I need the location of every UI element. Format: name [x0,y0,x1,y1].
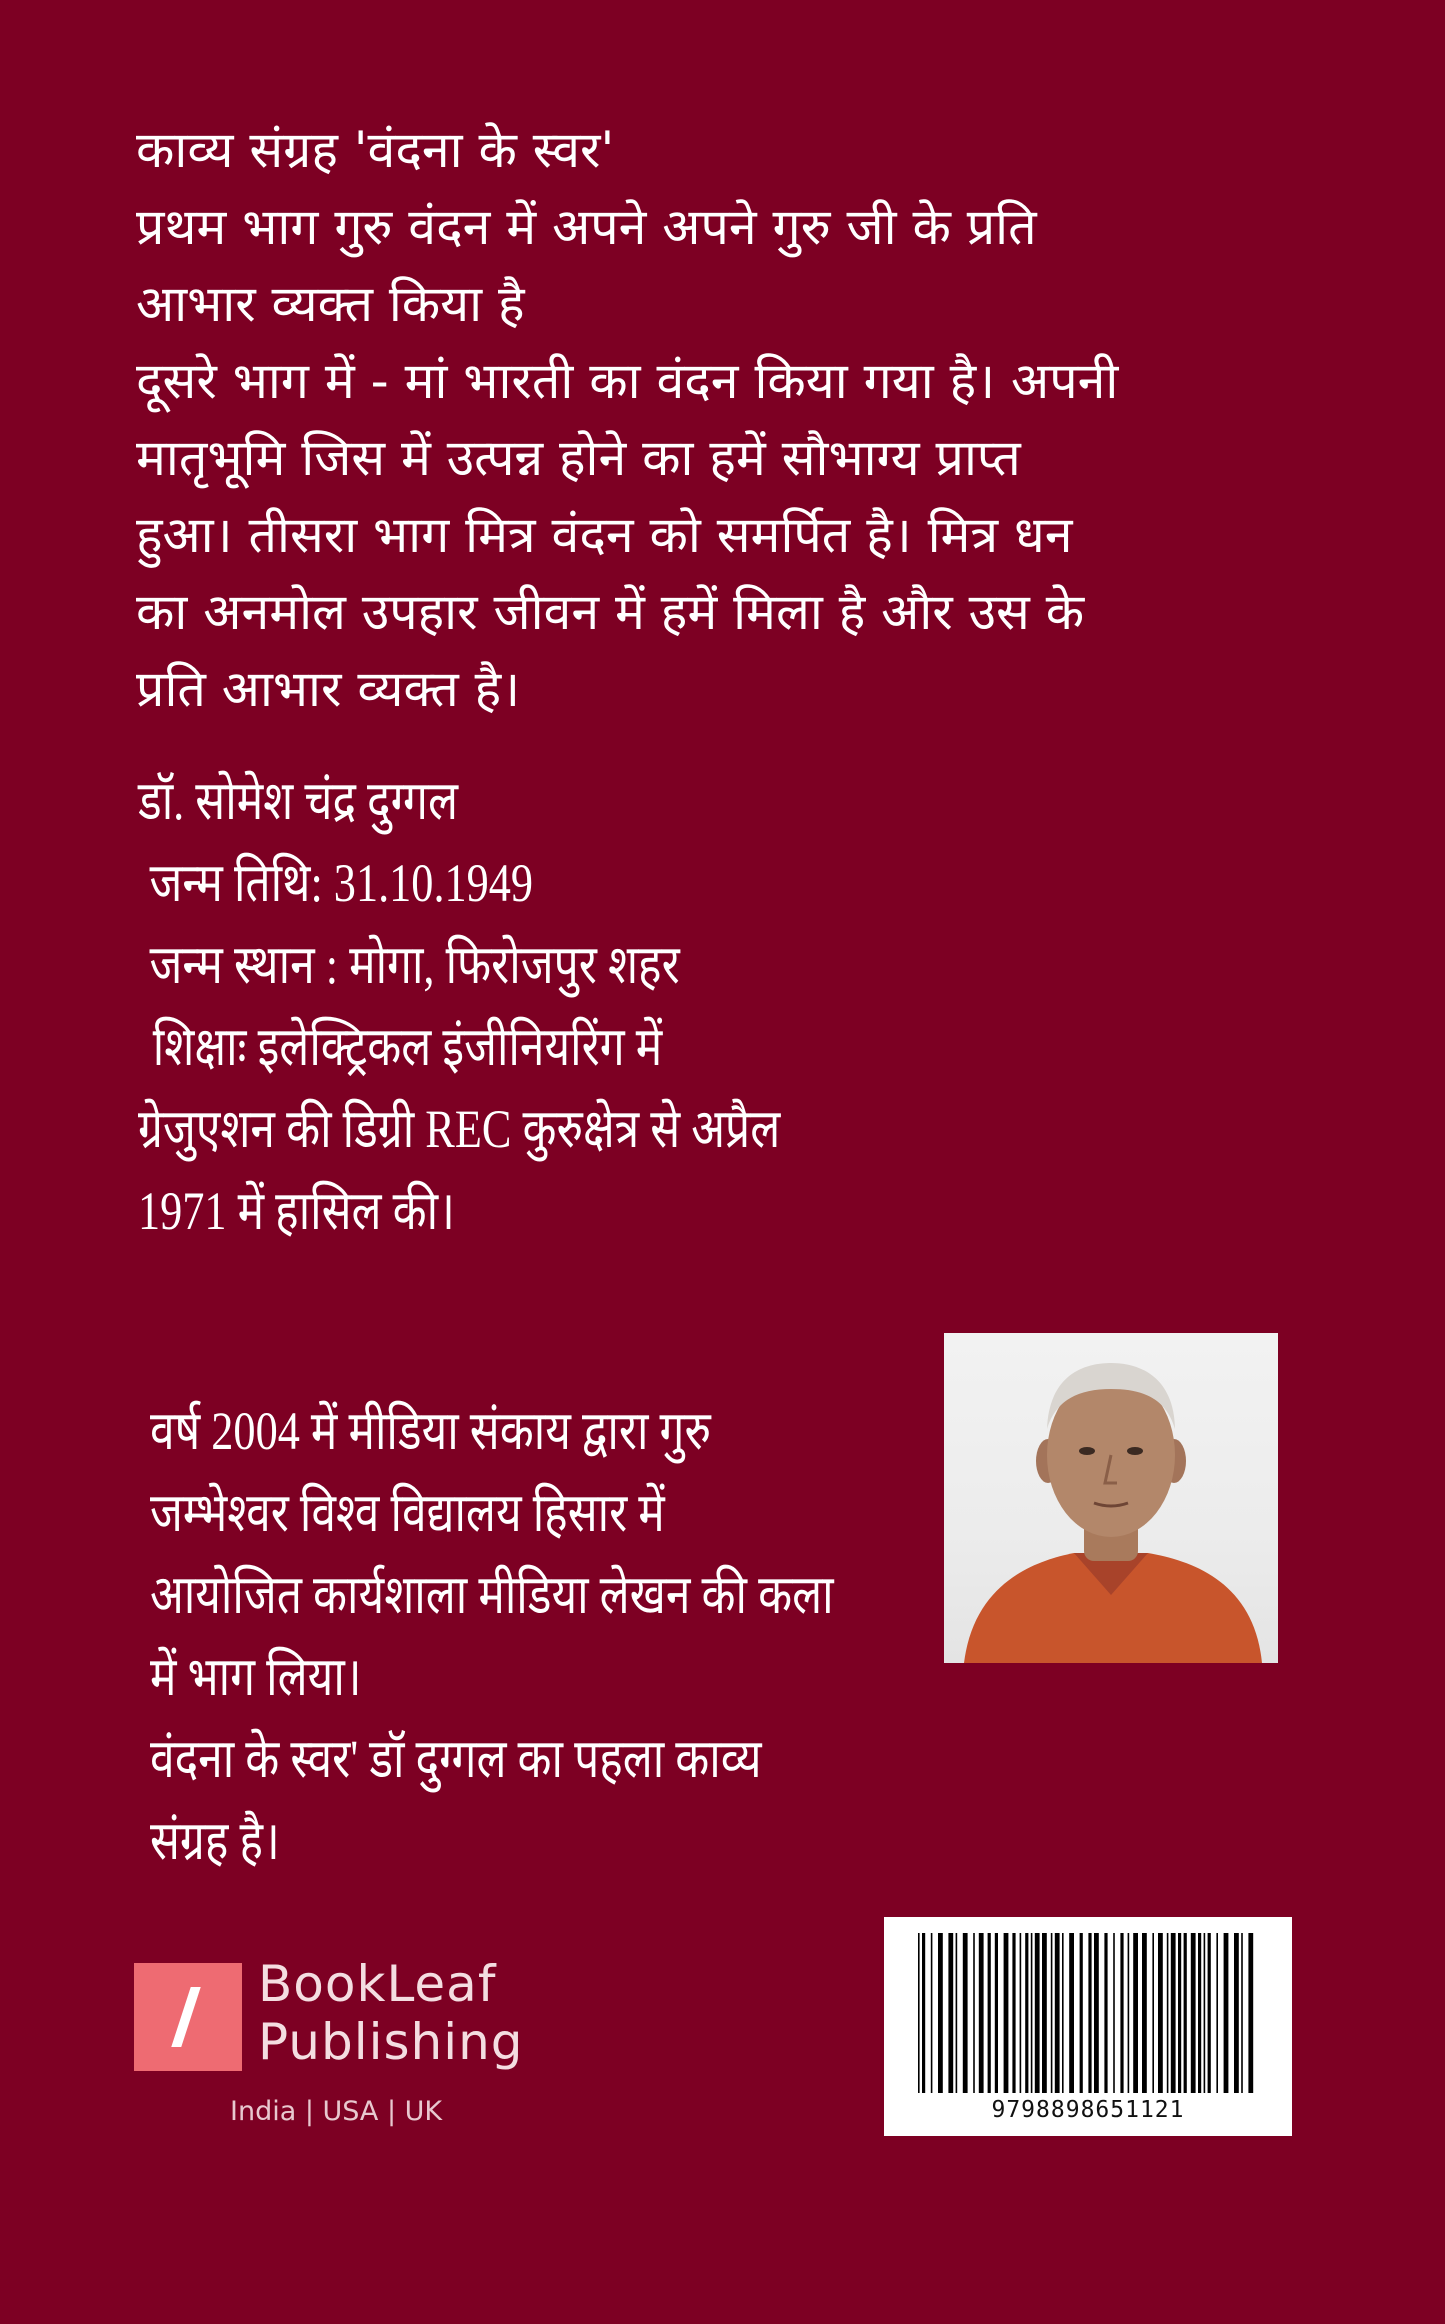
workshop-line: संग्रह है। [150,1811,280,1871]
workshop-line: आयोजित कार्यशाला मीडिया लेखन की कला [150,1565,834,1625]
publisher-name-line2: Publishing [258,2013,524,2071]
blurb-line: प्रति आभार व्यक्त है। [136,660,521,718]
workshop-line: जम्भेश्वर विश्व विद्यालय हिसार में [150,1483,665,1543]
author-education: शिक्षाः इलेक्ट्रिकल इंजीनियरिंग में [152,1017,663,1077]
publisher-name-line1: BookLeaf [258,1955,497,2013]
blurb-line: आभार व्यक्त किया है [136,275,525,333]
publisher-logo [134,1955,534,2143]
barcode-icon [884,1917,1292,2097]
author-portrait-icon [944,1333,1278,1663]
author-birthplace: जन्म स्थान : मोगा, फिरोजपुर शहर [149,935,680,995]
workshop-line: वर्ष 2004 में मीडिया संकाय द्वारा गुरु [150,1401,711,1461]
author-photo [944,1333,1278,1663]
workshop-line: में भाग लिया। [150,1647,362,1707]
author-education: ग्रेजुएशन की डिग्री REC कुरुक्षेत्र से अप्रैल [138,1099,781,1159]
author-dob: जन्म तिथि: 31.10.1949 [149,853,534,913]
bookleaf-logo-icon [134,1963,242,2071]
author-name: डॉ. सोमेश चंद्र दुग्गल [138,771,458,831]
isbn-barcode [884,1917,1292,2136]
publisher-regions: India | USA | UK [230,2096,443,2127]
author-bio [138,760,780,1252]
blurb-line: हुआ। तीसरा भाग मित्र वंदन को समर्पित है। मित्र धन [136,506,1073,564]
blurb-line: मातृभूमि जिस में उत्पन्न होने का हमें सौभाग्य प्राप्त [136,429,1021,487]
blurb-line: का अनमोल उपहार जीवन में हमें मिला है और उस के [136,583,1085,641]
blurb-line: दूसरे भाग में - मां भारती का वंदन किया गया है। अपनी [136,352,1119,410]
blurb-line: प्रथम भाग गुरु वंदन में अपने अपने गुरु जी के प्रति [136,198,1037,256]
publisher-name [258,1955,524,2071]
isbn-number: 9798898651121 [991,2097,1185,2123]
blurb [136,112,1256,728]
author-education: 1971 में हासिल की। [138,1181,455,1241]
blurb-line: काव्य संग्रह 'वंदना के स्वर' [136,121,615,179]
author-workshop [150,1390,834,1882]
workshop-line: वंदना के स्वर' डॉ दुग्गल का पहला काव्य [150,1729,762,1789]
